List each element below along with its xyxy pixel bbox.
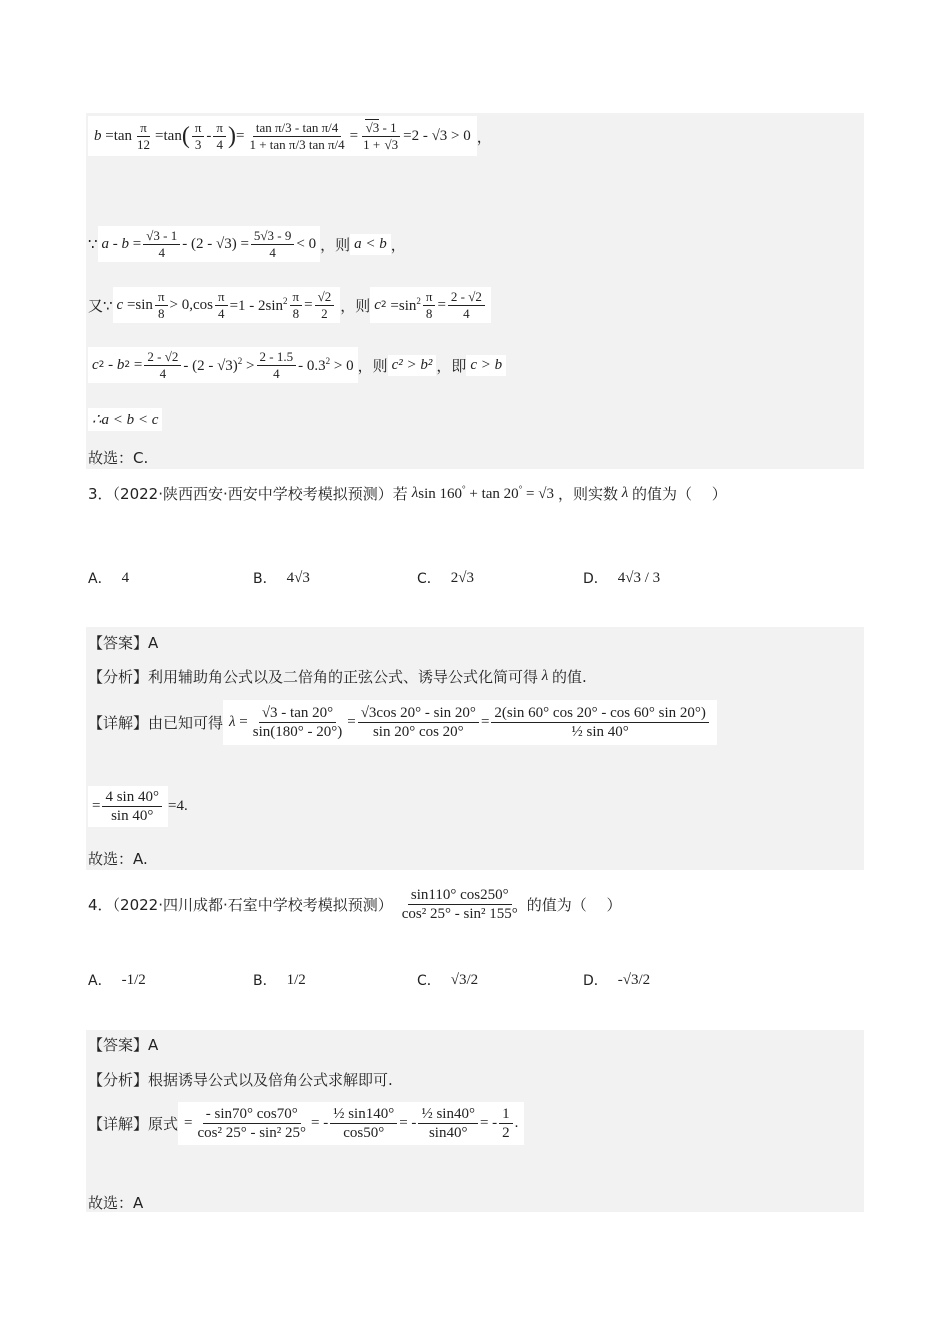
option-letter: B． [253,973,277,989]
q4-option-b[interactable] [253,970,306,990]
q4-stem-prefix: 4．（2022·四川成都·石室中学校考模拟预测） [88,896,393,914]
q3-stem-prefix: 3．（2022·陕西西安·西安中学校考模拟预测）若 [88,485,408,503]
q3-option-a[interactable] [88,568,129,588]
c-gt-b: c > b [470,356,503,373]
q4-option-c[interactable] [417,970,478,990]
option-letter: C． [417,571,441,587]
option-letter: A． [88,973,112,989]
choose-text: 故选：A. [88,850,148,868]
option-letter: D． [583,571,608,587]
q3-option-c[interactable] [417,568,474,588]
formula-b: b =tan $\frac{\pi}{12}$ =tan ( $\frac{\pi}{3}$ - $\frac{\pi}{4}$ ) = $\frac{\text{tan π/3 - tan π/4}}{\text{1 + tan π/3 tan π/4}}$ = $\frac{√3 - 1}{1 + √3}$ =2 - √3 > 0 ， [88,116,492,156]
option-value: 4√3 [286,569,310,586]
choose-text: 故选：A [88,1194,144,1212]
you-prefix: 又∵ [88,296,113,315]
option-letter: C． [417,973,441,989]
q4-answer [88,1034,158,1055]
analysis-end: 的值. [552,668,587,686]
q2-choose [88,447,148,468]
q3-solution-block [86,627,864,870]
namely-text: ，即 [436,356,467,375]
q3-stem: 3．（2022·陕西西安·西安中学校考模拟预测）若 λ sin 160° + tan 20° = √3 ，则实数 λ 的值为（ ） [88,484,727,503]
comma: ， [390,235,406,254]
choose-text: 故选：C. [88,449,149,467]
then-text: ，则 [340,296,371,315]
option-value: 4 [121,569,130,586]
formula-c2-minus-b2: c 2 - b 2 = $\frac{2 - √2}{4}$ - (2 - √3)$^2$ > $\frac{2 - 1.5}{4}$ - $0.3^2 > 0$ ，则 c² > b² ，即 c > b [88,347,506,383]
option-value: 1/2 [286,971,306,988]
b-line-suffix: ， [476,127,492,146]
result-value: =4. [167,798,188,814]
detail-prefix: 【详解】由已知可得 [88,714,224,732]
option-value: -1/2 [121,971,146,988]
answer-label: 【答案】A [88,1036,159,1054]
therefore-text: ∴a < b < c [92,412,159,428]
then-text: ，则 [357,356,388,375]
q4-stem: 4．（2022·四川成都·石室中学校考模拟预测） $\frac{\sin 110^\circ \cos 250^\circ}{\text{cos² 25° - sin² 155°}}$ 的值为（ ） [88,884,622,925]
option-letter: A． [88,571,112,587]
q3-option-d[interactable] [583,568,660,588]
option-letter: D． [583,973,608,989]
q4-choose [88,1192,143,1213]
c2-gt-b2: c² > b² [391,356,433,373]
q4-option-a[interactable] [88,970,146,990]
conclusion [88,408,162,431]
analysis-text: 【分析】根据诱导公式以及倍角公式求解即可. [88,1071,393,1089]
detail-prefix: 【详解】原式 [88,1115,179,1133]
option-value: √3/2 [450,971,479,988]
option-value: 2√3 [450,569,475,586]
option-value: -√3/2 [617,971,651,988]
a-lt-b: a < b [354,235,387,252]
option-value: 4√3 / 3 [617,569,661,586]
q4-stem-end: 的值为（ ） [526,896,622,914]
analysis-text: 【分析】利用辅助角公式以及二倍角的正弦公式、诱导公式化简可得 [88,668,539,686]
q3-choose [88,848,148,869]
q4-analysis [88,1069,393,1090]
q3-detail: 【详解】由已知可得 λ = $\frac{√3 - \tan 20^\circ}{\sin(180^\circ - 20^\circ)}$ = $\frac{√3\cos 20^\circ - \sin 20^\circ}{\sin 20^\circ \cos 20^\circ}$ = $\frac{2(\sin 60^\circ \cos 20^\circ - \cos 60^\circ \sin 20^\circ)}{\text{½ sin 40°}}$ [88,700,717,745]
formula-a-minus-b: ∵ a - b = $\frac{√3 - 1}{4}$ - (2 - √3) = $\frac{5√3 - 9}{4}$ < 0 ，则 a < b ， [88,226,406,262]
q3-answer [88,632,158,653]
option-letter: B． [253,571,277,587]
q4-detail: 【详解】原式 = $\frac{- \sin 70^\circ \cos 70^\circ}{\text{cos² 25° - sin² 25°}}$ = - $\frac{\text{½ sin140°}}{\cos 50^\circ}$ = - $\frac{\text{½ sin40°}}{\sin 40^\circ}$ = - $\frac{1}{2}$ . [88,1102,524,1145]
q3-stem-end: 的值为（ ） [632,485,727,503]
q4-option-d[interactable] [583,970,650,990]
answer-label: 【答案】A [88,634,159,652]
q3-result: = $\frac{4 \sin 40^\circ}{\sin 40^\circ}$ =4. [88,786,188,827]
q3-option-b[interactable] [253,568,310,588]
formula-c: 又∵ c =sin $\frac{\pi}{8}$ > 0,cos $\frac{\pi}{4}$ $=1 - 2\sin^2$ $\frac{\pi}{8}$ = $\frac{√2}{2}$ ，则 c 2 $=\sin^2$ $\frac{\pi}{8}$ = $\frac{2 - √2}{4}$ [88,287,491,323]
q3-analysis: 【分析】利用辅助角公式以及二倍角的正弦公式、诱导公式化简可得 λ 的值. [88,668,587,686]
then-text: ，则 [320,235,351,254]
q3-stem-suffix: ，则实数 [558,485,619,503]
